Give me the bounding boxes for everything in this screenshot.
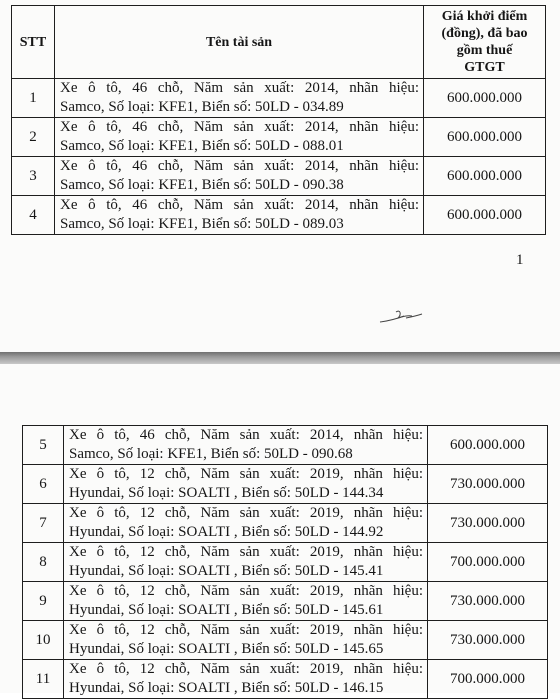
page-separator xyxy=(0,352,560,364)
row-stt: 5 xyxy=(23,426,64,465)
asset-line: Hyundai, Số loại: SOALTI , Biển số: 50LD - 144.92 xyxy=(69,524,384,540)
asset-line: Samco, Số loại: KFE1, Biển số: 50LD - 034.89 xyxy=(60,99,344,115)
row-price: 730.000.000 xyxy=(428,504,548,543)
row-price: 730.000.000 xyxy=(428,582,548,621)
row-stt: 2 xyxy=(12,118,55,157)
row-price: 600.000.000 xyxy=(424,118,546,157)
row-asset-name xyxy=(55,157,424,196)
header-price-line: Giá khởi điểm xyxy=(441,9,528,24)
row-price: 700.000.000 xyxy=(428,660,548,699)
row-price: 730.000.000 xyxy=(428,621,548,660)
row-stt: 10 xyxy=(23,621,64,660)
header-price-line: (đồng), đã bao xyxy=(441,26,528,41)
asset-line: Xe ô tô, 12 chỗ, Năm sản xuất: 2019, nhãn hiệu: xyxy=(69,505,423,521)
table-header-row xyxy=(12,6,546,79)
row-asset-name xyxy=(64,582,428,621)
row-stt: 6 xyxy=(23,465,64,504)
asset-line: Xe ô tô, 46 chỗ, Năm sản xuất: 2014, nhãn hiệu: xyxy=(69,427,423,443)
asset-line: Xe ô tô, 12 chỗ, Năm sản xuất: 2019, nhãn hiệu: xyxy=(69,661,423,677)
row-price: 600.000.000 xyxy=(428,426,548,465)
row-stt: 8 xyxy=(23,543,64,582)
table-row xyxy=(23,426,548,465)
row-price: 600.000.000 xyxy=(424,79,546,118)
asset-line: Xe ô tô, 46 chỗ, Năm sản xuất: 2014, nhãn hiệu: xyxy=(60,80,419,96)
row-asset-name xyxy=(55,79,424,118)
asset-line: Hyundai, Số loại: SOALTI , Biển số: 50LD - 145.65 xyxy=(69,641,384,657)
row-stt: 9 xyxy=(23,582,64,621)
asset-line: Samco, Số loại: KFE1, Biển số: 50LD - 089.03 xyxy=(60,216,344,232)
header-asset-name: Tên tài sản xyxy=(55,6,424,79)
header-starting-price xyxy=(424,6,546,79)
asset-line: Xe ô tô, 12 chỗ, Năm sản xuất: 2019, nhãn hiệu: xyxy=(69,622,423,638)
row-price: 600.000.000 xyxy=(424,157,546,196)
table-row xyxy=(23,465,548,504)
row-asset-name xyxy=(55,196,424,235)
table-row xyxy=(23,582,548,621)
header-price-line: gồm thuế xyxy=(456,43,513,58)
asset-line: Hyundai, Số loại: SOALTI , Biển số: 50LD - 144.34 xyxy=(69,485,384,501)
table-row xyxy=(12,118,546,157)
asset-line: Xe ô tô, 12 chỗ, Năm sản xuất: 2019, nhãn hiệu: xyxy=(69,544,423,560)
row-asset-name xyxy=(64,465,428,504)
row-asset-name xyxy=(55,118,424,157)
table-row xyxy=(23,543,548,582)
row-asset-name xyxy=(64,504,428,543)
asset-table-page-2 xyxy=(22,425,548,699)
row-price: 730.000.000 xyxy=(428,465,548,504)
asset-line: Samco, Số loại: KFE1, Biển số: 50LD - 090.68 xyxy=(69,446,353,462)
asset-line: Hyundai, Số loại: SOALTI , Biển số: 50LD - 145.61 xyxy=(69,602,384,618)
initials-mark-icon xyxy=(378,304,424,326)
row-price: 700.000.000 xyxy=(428,543,548,582)
row-stt: 7 xyxy=(23,504,64,543)
header-stt: STT xyxy=(12,6,55,79)
table-row xyxy=(23,504,548,543)
row-stt: 11 xyxy=(23,660,64,699)
row-asset-name xyxy=(64,426,428,465)
table-row xyxy=(12,79,546,118)
row-stt: 1 xyxy=(12,79,55,118)
asset-line: Xe ô tô, 46 chỗ, Năm sản xuất: 2014, nhãn hiệu: xyxy=(60,119,419,135)
page-number: 1 xyxy=(516,252,524,268)
asset-line: Samco, Số loại: KFE1, Biển số: 50LD - 090.38 xyxy=(60,177,344,193)
table-row xyxy=(12,157,546,196)
row-price: 600.000.000 xyxy=(424,196,546,235)
row-stt: 3 xyxy=(12,157,55,196)
header-price-line: GTGT xyxy=(464,60,505,75)
asset-line: Xe ô tô, 46 chỗ, Năm sản xuất: 2014, nhãn hiệu: xyxy=(60,197,419,213)
table-row xyxy=(23,621,548,660)
asset-table-page-1 xyxy=(11,5,546,235)
row-asset-name xyxy=(64,621,428,660)
asset-line: Xe ô tô, 12 chỗ, Năm sản xuất: 2019, nhãn hiệu: xyxy=(69,583,423,599)
table-row xyxy=(12,196,546,235)
row-asset-name xyxy=(64,543,428,582)
asset-line: Xe ô tô, 12 chỗ, Năm sản xuất: 2019, nhãn hiệu: xyxy=(69,466,423,482)
asset-line: Hyundai, Số loại: SOALTI , Biển số: 50LD - 146.15 xyxy=(69,680,384,696)
asset-line: Samco, Số loại: KFE1, Biển số: 50LD - 088.01 xyxy=(60,138,344,154)
row-stt: 4 xyxy=(12,196,55,235)
asset-line: Xe ô tô, 46 chỗ, Năm sản xuất: 2014, nhãn hiệu: xyxy=(60,158,419,174)
asset-line: Hyundai, Số loại: SOALTI , Biển số: 50LD - 145.41 xyxy=(69,563,384,579)
document-page-2 xyxy=(0,364,560,696)
